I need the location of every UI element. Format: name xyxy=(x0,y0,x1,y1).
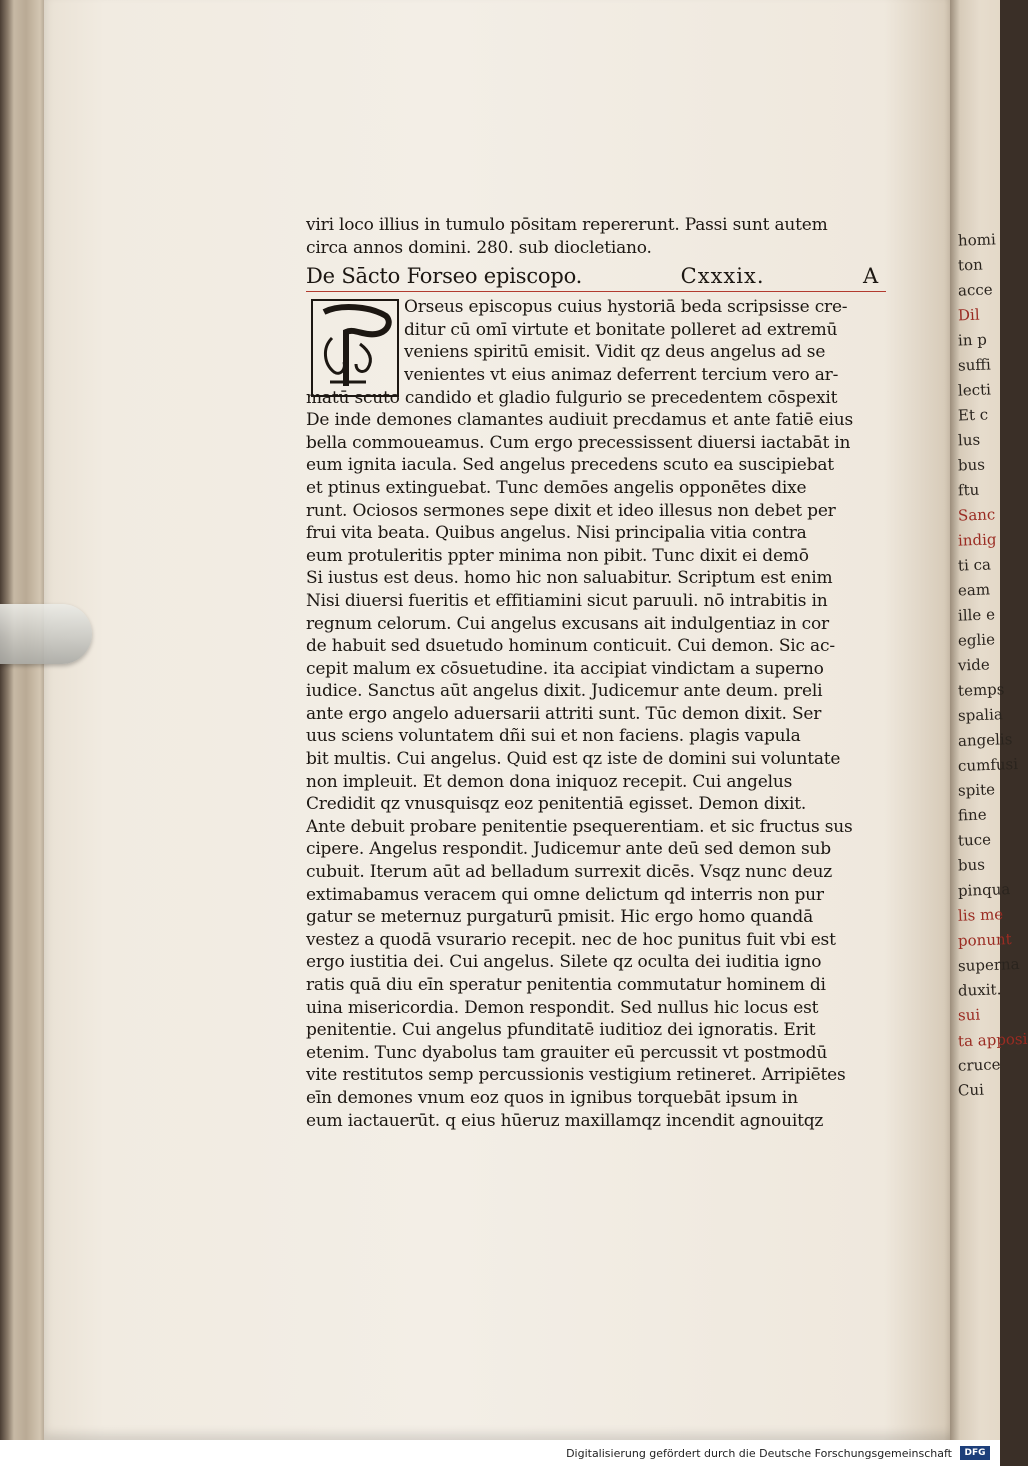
facing-page-fragment: angelis xyxy=(957,730,1013,750)
facing-page-fragment: Et c xyxy=(957,405,989,425)
facing-page-fragment: bus xyxy=(957,855,986,875)
text-line: veniens spiritū emisit. Vidit qz deus angelus ad se xyxy=(404,342,826,363)
facing-page-fragment: lecti xyxy=(957,380,992,400)
facing-page-fragment: suffi xyxy=(957,355,992,375)
text-line: Nisi diuersi fueritis et effitiamini sicut paruuli. nō intrabitis in xyxy=(306,590,828,611)
page-clip xyxy=(0,604,92,664)
text-line: iudice. Sanctus aūt angelus dixit. Judicemur ante deum. preli xyxy=(306,681,823,702)
facing-page-fragment: lus xyxy=(957,430,981,450)
text-line: eum iactauerūt. q eius hūeruz maxillamqz incendit agnouitqz xyxy=(306,1110,824,1131)
decorated-initial-icon xyxy=(310,298,400,398)
facing-page-fragment: tuce xyxy=(957,830,992,850)
text-line: Ante debuit probare penitentie psequerentiam. et sic fructus sus xyxy=(306,816,853,837)
facing-page-fragment: spalia xyxy=(957,705,1004,725)
text-line: vite restitutos semp percussionis vestigium retineret. Arripiētes xyxy=(306,1065,846,1086)
text-line: uus sciens voluntatem dñi sui et non faciens. plagis vapula xyxy=(306,726,801,747)
text-line: de habuit sed dsuetudo hominum conticuit. Cui demon. Sic ac- xyxy=(306,636,835,657)
facing-page-fragment: superna xyxy=(957,954,1020,976)
facing-page-fragment: fine xyxy=(957,805,987,825)
facing-page-fragment: ta apposi xyxy=(957,1029,1028,1051)
text-line: Credidit qz vnusquisqz eoz penitentiā egisset. Demon dixit. xyxy=(306,794,807,815)
chapter-number: Cxxxix. xyxy=(680,264,765,289)
facing-page-fragment: acce xyxy=(957,280,993,300)
facing-page-fragment: Dil xyxy=(957,305,980,325)
digitization-footer xyxy=(0,1440,1000,1466)
text-line: ditur cū omī virtute et bonitate polleret ad extremū xyxy=(404,319,838,340)
facing-page-fragment: eam xyxy=(957,580,991,600)
facing-page-fragment: ponunt xyxy=(957,930,1012,950)
text-line: ergo iustitia dei. Cui angelus. Silete qz oculta dei iuditia igno xyxy=(306,952,822,973)
text-line: Si iustus est deus. homo hic non saluabitur. Scriptum est enim xyxy=(306,568,833,589)
text-line: et ptinus extinguebat. Tunc demōes angelis opponētes dixe xyxy=(306,477,807,498)
facing-page-fragment: pinqua xyxy=(957,880,1011,900)
text-line: runt. Ociosos sermones sepe dixit et ideo illesus non debet per xyxy=(306,500,836,521)
text-line: cepit malum ex cōsuetudine. ita accipiat vindictam a superno xyxy=(306,658,824,679)
text-line: cubuit. Iterum aūt ad belladum surrexit dicēs. Vsqz nunc deuz xyxy=(306,862,832,883)
facing-page-fragment: cumfusi xyxy=(957,754,1019,776)
text-line: eum protuleritis ppter minima non pibit. Tunc dixit ei demō xyxy=(306,545,809,566)
facing-page-fragment: vide xyxy=(957,655,991,675)
book-left-edge xyxy=(0,0,48,1440)
intro-line-1: viri loco illius in tumulo pōsitam repererunt. Passi sunt autem xyxy=(306,215,828,235)
facing-page-fragment: temps xyxy=(957,680,1005,700)
chapter-heading xyxy=(306,261,886,292)
text-line: bit multis. Cui angelus. Quid est qz iste de domini sui voluntate xyxy=(306,749,841,770)
facing-page-fragment: sui xyxy=(957,1005,981,1025)
intro-line-2: circa annos domini. 280. sub diocletiano. xyxy=(306,237,652,258)
text-line: frui vita beata. Quibus angelus. Nisi principalia vitia contra xyxy=(306,523,807,544)
text-line: non impleuit. Et demon dona iniquoz recepit. Cui angelus xyxy=(306,771,793,792)
text-line: bella commoueamus. Cum ergo precessissent diuersi iactabāt in xyxy=(306,432,851,453)
facing-page-fragment: indig xyxy=(957,530,997,550)
facing-page-fragment: lis me xyxy=(957,905,1004,925)
text-line: cipere. Angelus respondit. Judicemur ante deū sed demon sub xyxy=(306,839,831,860)
facing-page-fragment: ti ca xyxy=(957,555,992,575)
chapter-title: De Sācto Forseo episcopo. xyxy=(306,264,583,289)
facing-page-fragment: bus xyxy=(957,455,986,475)
text-line: eum ignita iacula. Sed angelus precedens scuto ea suscipiebat xyxy=(306,455,834,476)
facing-page-fragment: homi xyxy=(957,230,997,250)
facing-page-fragment: ftu xyxy=(957,480,980,500)
facing-page-fragment: Sanc xyxy=(957,505,996,525)
text-line: ratis quā diu eīn speratur penitentia commutatur hominem di xyxy=(306,975,826,995)
text-line: gatur se meternuz purgaturū pmisit. Hic ergo homo quandā xyxy=(306,907,814,928)
text-line: extimabamus veracem qui omne delictum qd interris non pur xyxy=(306,884,824,905)
facing-page-fragment: Cui xyxy=(957,1080,985,1100)
footer-credit: Digitalisierung gefördert durch die Deutsche Forschungsgemeinschaft xyxy=(566,1446,952,1460)
text-line: ante ergo angelo aduersarii attriti sunt. Tūc demon dixit. Ser xyxy=(306,703,822,724)
facing-page-fragment: eglie xyxy=(957,630,996,650)
column-mark: A xyxy=(863,264,878,289)
text-line: etenim. Tunc dyabolus tam grauiter eū percussit vt postmodū xyxy=(306,1042,828,1063)
text-line: eīn demones vnum eoz quos in ignibus torquebāt ipsum in xyxy=(306,1087,798,1108)
facing-page-fragment: cruce xyxy=(957,1055,1001,1075)
text-line: Orseus episcopus cuius hystoriā beda scripsisse cre- xyxy=(404,297,848,318)
facing-page xyxy=(950,0,1028,1440)
facing-page-fragment: spite xyxy=(957,780,996,800)
text-line: matū scuto candido et gladio fulgurio se precedentem cōspexit xyxy=(306,387,838,408)
facing-page-fragment: in p xyxy=(957,330,988,350)
text-line: uina misericordia. Demon respondit. Sed nullus hic locus est xyxy=(306,997,819,1018)
text-line: venientes vt eius animaz deferrent tercium vero ar- xyxy=(404,364,839,385)
text-line: regnum celorum. Cui angelus excusans ait indulgentiaz in cor xyxy=(306,613,829,634)
facing-page-fragment: ille e xyxy=(957,605,996,625)
text-line: De inde demones clamantes audiuit precdamus et ante fatiē eius xyxy=(306,410,854,431)
dfg-logo: DFG xyxy=(960,1446,990,1460)
text-line: penitentie. Cui angelus pfunditatē iuditioz dei ignoratis. Erit xyxy=(306,1020,816,1041)
text-column xyxy=(306,214,886,1132)
facing-page-fragment: ton xyxy=(957,255,984,275)
facing-page-fragment: duxit. xyxy=(957,980,1002,1000)
text-line: vestez a quodā vsurario recepit. nec de hoc punitus fuit vbi est xyxy=(306,929,836,950)
